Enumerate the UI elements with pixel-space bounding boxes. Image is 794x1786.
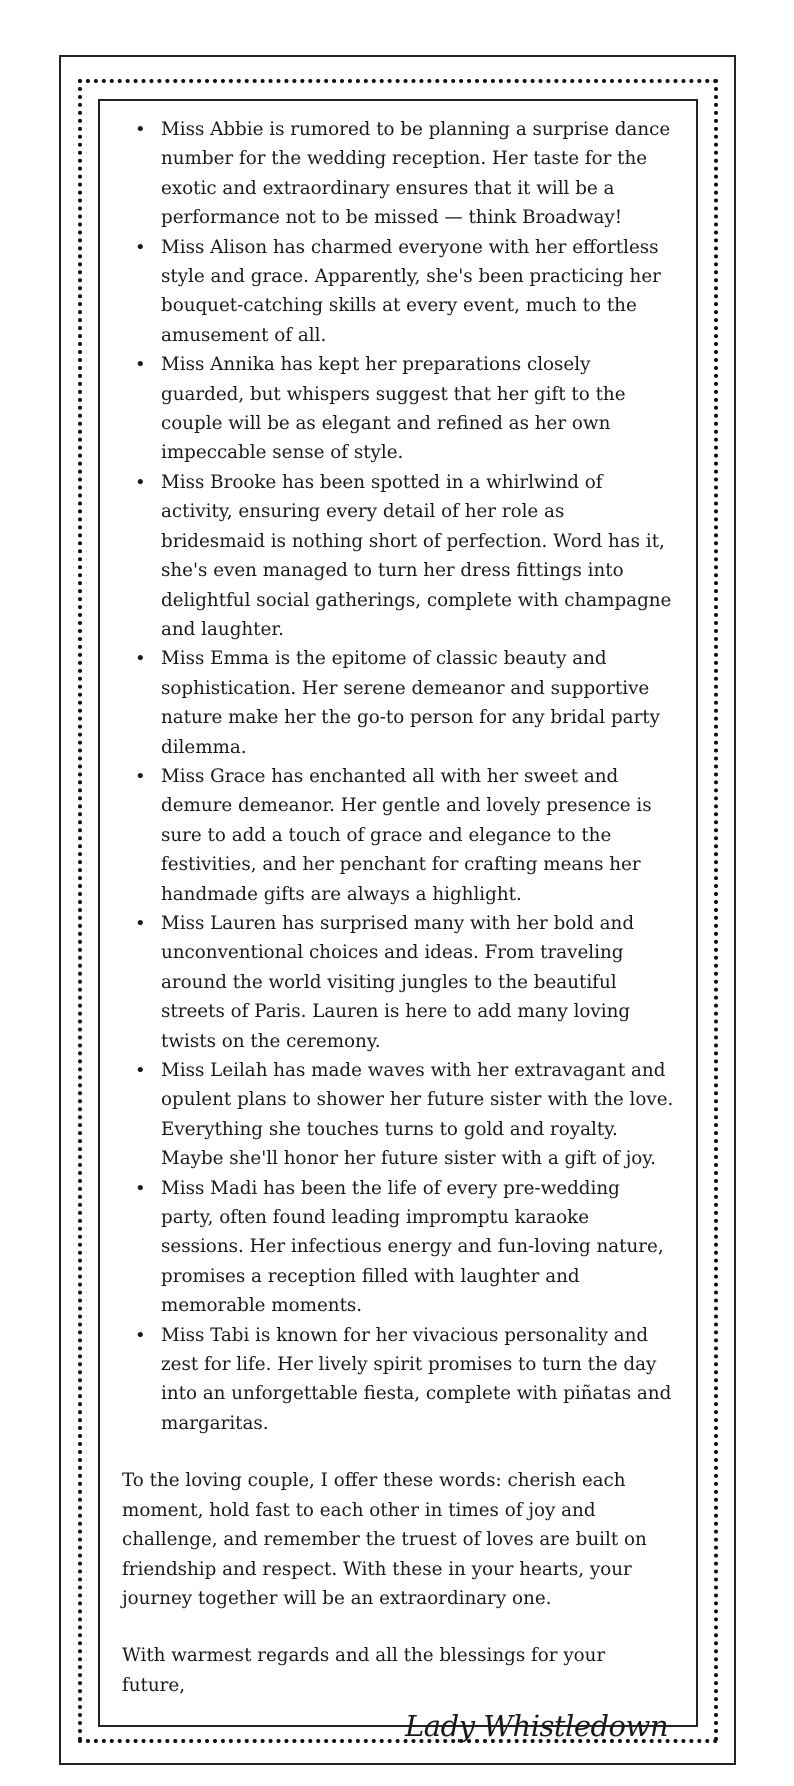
bullet-icon: • [135,236,146,258]
list-item-text: Miss Abbie is rumored to be planning a surprise dance number for the wedding reception. Her taste for the exotic and extraordinary ensures that it will be a performance not to be missed — think Broadway! [161,119,671,229]
list-item [135,762,674,909]
list-item-text: Miss Emma is the epitome of classic beauty and sophistication. Her serene demeanor and supportive nature make her the go-to person for any bridal party dilemma. [161,648,660,758]
signature: Lady Whistledown [405,1709,668,1744]
closing-paragraph: To the loving couple, I offer these words: cherish each moment, hold fast to each other in times of joy and challenge, and remember the truest of loves are built on friendship and respect. With these in your hearts, your journey together will be an extraordinary one. [122,1470,647,1609]
list-item-text: Miss Tabi is known for her vivacious personality and zest for life. Her lively spirit promises to turn the day into an unforgettable fiesta, complete with piñatas and margaritas. [161,1324,672,1434]
bullet-icon: • [135,354,146,376]
bullet-icon: • [135,1324,146,1346]
list-item-text: Miss Annika has kept her preparations closely guarded, but whispers suggest that her gift to the couple will be as elegant and refined as her own impeccable sense of style. [161,354,626,464]
list-item [135,909,674,1056]
list-item [135,644,674,762]
list-item [135,350,674,468]
list-item [135,1174,674,1321]
bullet-icon: • [135,912,146,934]
list-item-text: Miss Brooke has been spotted in a whirlwind of activity, ensuring every detail of her role as bridesmaid is nothing short of perfection. Word has it, she's even managed to turn her dress fittings into delightful social gatherings, complete with champagne and laughter. [161,471,672,640]
list-item [135,1321,674,1439]
bullet-icon: • [135,1177,146,1199]
bullet-icon: • [135,1060,146,1081]
bullet-icon: • [135,648,146,670]
bullet-icon: • [135,471,146,493]
list-item-text: Miss Alison has charmed everyone with her effortless style and grace. Apparently, she's been practicing her bouquet-catching skills at every event, much to the amusement of all. [161,236,661,346]
list-item [135,233,674,351]
list-item [135,115,674,233]
list-item-text: Miss Grace has enchanted all with her sweet and demure demeanor. Her gentle and lovely presence is sure to add a touch of grace and elegance to the festivities, and her penchant for crafting means her handmade gifts are always a highlight. [161,765,652,905]
list-item-text: Miss Leilah has made waves with her extravagant and opulent plans to shower her future sister with the love. Everything she touches turns to gold and royalty. Maybe she'll honor her future sister with a gift of joy. [161,1060,674,1170]
regards-line: With warmest regards and all the blessings for your future, [122,1645,606,1696]
bullet-icon: • [135,119,146,140]
list-item [135,468,674,644]
list-item-text: Miss Lauren has surprised many with her bold and unconventional choices and ideas. From traveling around the world visiting jungles to the beautiful streets of Paris. Lauren is here to add many loving twists on the ceremony. [161,912,635,1052]
bullet-icon: • [135,765,146,787]
list-item [135,1056,674,1174]
list-item-text: Miss Madi has been the life of every pre-wedding party, often found leading impromptu karaoke sessions. Her infectious energy and fun-loving nature, promises a reception filled with laughter and memorable moments. [161,1177,664,1317]
bridesmaid-list [122,115,674,1438]
letter-content [122,115,674,1746]
